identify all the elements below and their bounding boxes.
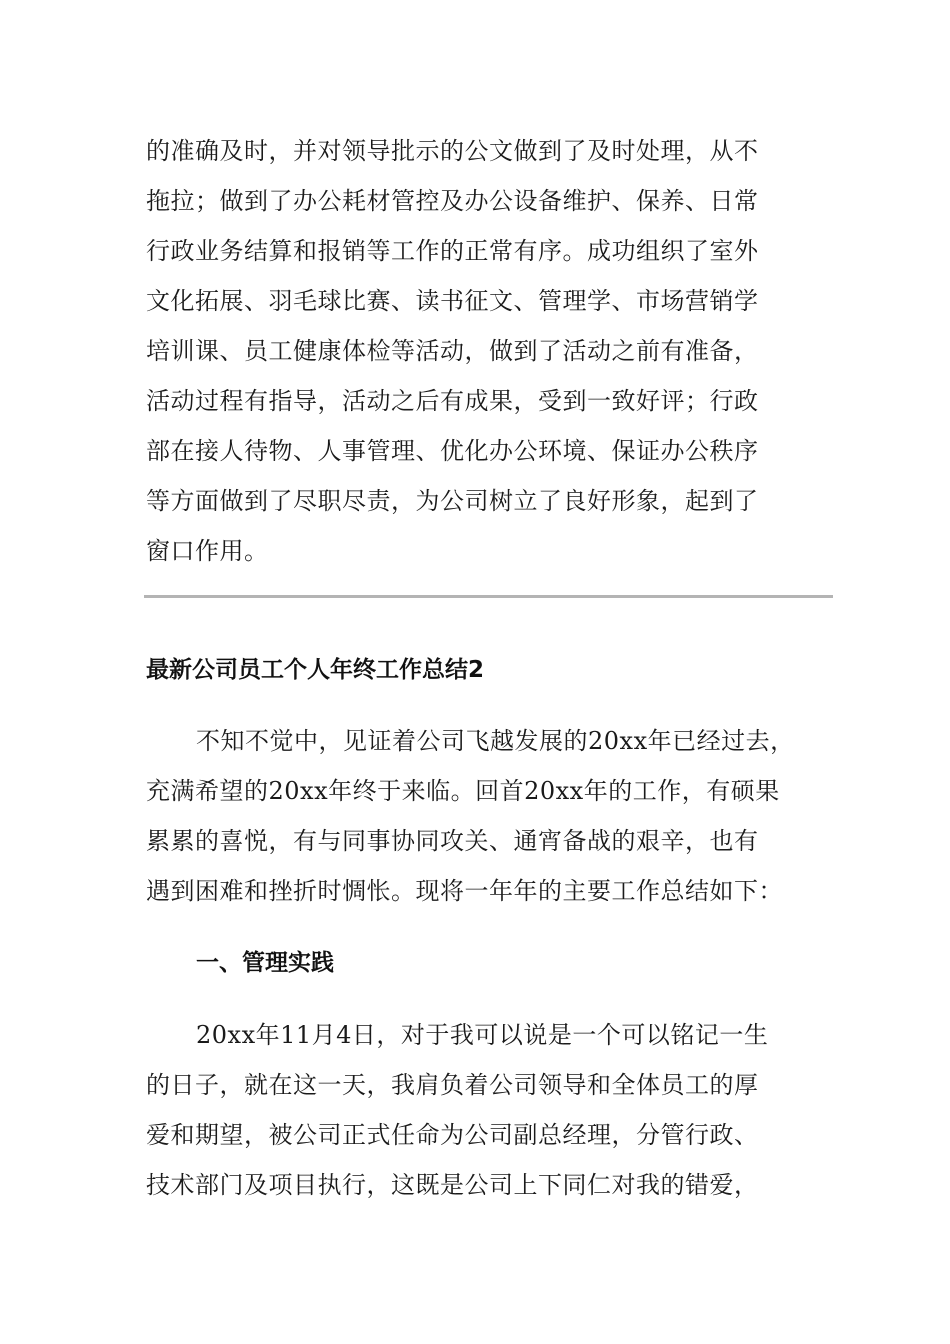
text-line: 遇到困难和挫折时惆怅。现将一年年的主要工作总结如下： bbox=[146, 877, 783, 905]
text-line: 不知不觉中，见证着公司飞越发展的20xx年已经过去， bbox=[196, 727, 795, 755]
text-line: 培训课、员工健康体检等活动，做到了活动之前有准备， bbox=[146, 337, 759, 365]
text-line: 20xx年11月4日，对于我可以说是一个可以铭记一生 bbox=[196, 1021, 769, 1049]
text-line: 部在接人待物、人事管理、优化办公环境、保证办公秩序 bbox=[146, 437, 759, 465]
article-title: 最新公司员工个人年终工作总结2 bbox=[146, 657, 485, 683]
text-line: 活动过程有指导，活动之后有成果，受到一致好评；行政 bbox=[146, 387, 759, 415]
text-line: 技术部门及项目执行，这既是公司上下同仁对我的错爱， bbox=[146, 1171, 759, 1199]
text-line: 窗口作用。 bbox=[146, 537, 269, 565]
text-line: 爱和期望，被公司正式任命为公司副总经理，分管行政、 bbox=[146, 1121, 759, 1149]
text-line: 的日子，就在这一天，我肩负着公司领导和全体员工的厚 bbox=[146, 1071, 759, 1099]
body-paragraph bbox=[146, 1010, 836, 1210]
intro-paragraph bbox=[146, 716, 836, 916]
text-line: 拖拉；做到了办公耗材管控及办公设备维护、保养、日常 bbox=[146, 187, 759, 215]
text-line: 充满希望的20xx年终于来临。回首20xx年的工作，有硕果 bbox=[146, 777, 780, 805]
paragraph-continued bbox=[146, 126, 836, 576]
text-line: 等方面做到了尽职尽责，为公司树立了良好形象，起到了 bbox=[146, 487, 759, 515]
text-line: 行政业务结算和报销等工作的正常有序。成功组织了室外 bbox=[146, 237, 759, 265]
text-line: 的准确及时，并对领导批示的公文做到了及时处理，从不 bbox=[146, 137, 759, 165]
text-line: 累累的喜悦，有与同事协同攻关、通宵备战的艰辛，也有 bbox=[146, 827, 759, 855]
text-line: 文化拓展、羽毛球比赛、读书征文、管理学、市场营销学 bbox=[146, 287, 759, 315]
section-heading: 一、管理实践 bbox=[196, 950, 334, 976]
section-divider bbox=[144, 595, 833, 598]
